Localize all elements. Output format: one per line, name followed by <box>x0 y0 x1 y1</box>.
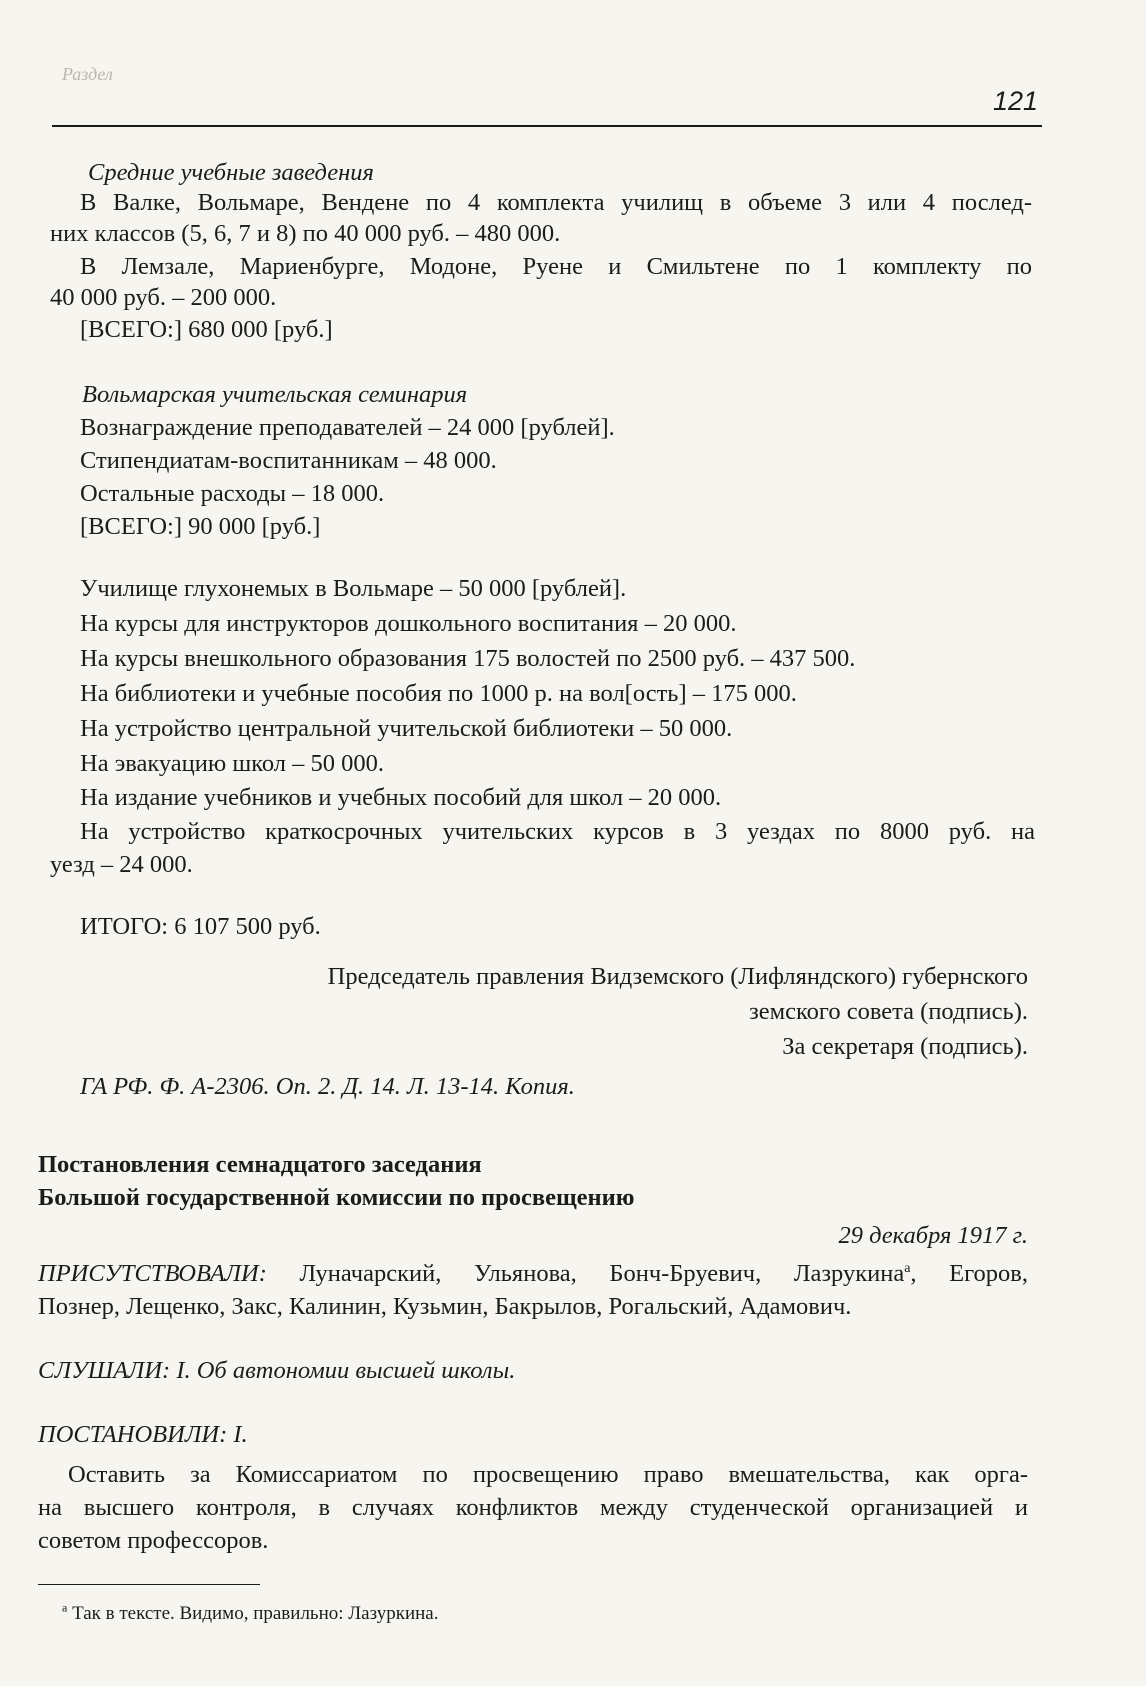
running-head: Раздел <box>62 64 113 84</box>
list-item: На устройство краткосрочных учительских курсов в 3 уездах по 8000 руб. на <box>80 818 1035 845</box>
list-item: Вознаграждение преподавателей – 24 000 [рублей]. <box>80 414 615 441</box>
list-item: На устройство центральной учительской библиотеки – 50 000. <box>80 715 733 742</box>
list-item: Стипендиатам-воспитанникам – 48 000. <box>80 447 497 474</box>
section-total: [ВСЕГО:] 90 000 [руб.] <box>80 513 321 540</box>
document-heading: Большой государственной комиссии по просвещению <box>38 1184 635 1211</box>
header-rule <box>52 125 1042 127</box>
grand-total: ИТОГО: 6 107 500 руб. <box>80 913 321 940</box>
footnote-mark: а <box>62 1600 68 1615</box>
footnote-mark: а <box>904 1260 911 1276</box>
decision-line: советом профессоров. <box>38 1527 269 1554</box>
list-item: На эвакуацию школ – 50 000. <box>80 750 385 777</box>
list-item: Училище глухонемых в Вольмаре – 50 000 [рублей]. <box>80 575 627 602</box>
list-item: На библиотеки и учебные пособия по 1000 р. на вол[ость] – 175 000. <box>80 680 797 707</box>
paragraph-line: 40 000 руб. – 200 000. <box>50 284 277 311</box>
decision-line: на высшего контроля, в случаях конфликтов между студенческой организацией и <box>38 1494 1028 1521</box>
signature-line: земского совета (подпись). <box>749 998 1028 1025</box>
list-item: На курсы для инструкторов дошкольного воспитания – 20 000. <box>80 610 737 637</box>
attendees-names: Луначарский, Ульянова, Бонч-Бруевич, Лазрукина <box>266 1260 905 1287</box>
document-date: 29 декабря 1917 г. <box>838 1222 1028 1249</box>
attendees-label: ПРИСУТСТВОВАЛИ: <box>38 1260 267 1287</box>
paragraph-line: них классов (5, 6, 7 и 8) по 40 000 руб. – 480 000. <box>50 220 561 247</box>
list-item-continuation: уезд – 24 000. <box>50 851 193 878</box>
page-number: 121 <box>992 86 1038 116</box>
document-heading: Постановления семнадцатого заседания <box>38 1151 482 1178</box>
decided-label: ПОСТАНОВИЛИ: I. <box>38 1421 248 1448</box>
attendees-line: Познер, Лещенко, Закс, Калинин, Кузьмин, Бакрылов, Рогальский, Адамович. <box>38 1293 852 1320</box>
list-item: На издание учебников и учебных пособий для школ – 20 000. <box>80 784 722 811</box>
footnote-text: Так в тексте. Видимо, правильно: Лазуркина. <box>67 1603 439 1624</box>
attendees-names-end: , Егоров, <box>910 1260 1028 1287</box>
attendees-line <box>38 1259 1028 1289</box>
list-item: Остальные расходы – 18 000. <box>80 480 385 507</box>
archive-reference: ГА РФ. Ф. А-2306. Оп. 2. Д. 14. Л. 13-14. Копия. <box>80 1073 575 1100</box>
footnote <box>62 1602 438 1626</box>
footnote-rule <box>38 1584 260 1585</box>
signature-line: За секретаря (подпись). <box>782 1033 1028 1060</box>
section-title-secondary-schools: Средние учебные заведения <box>88 159 374 186</box>
section-title-seminary: Вольмарская учительская семинария <box>82 381 468 408</box>
signature-line: Председатель правления Видземского (Лифляндского) губернского <box>327 963 1028 990</box>
paragraph-line: В Валке, Вольмаре, Вендене по 4 комплекта училищ в объеме 3 или 4 послед- <box>80 189 1032 216</box>
heard-item: СЛУШАЛИ: I. Об автономии высшей школы. <box>38 1357 516 1384</box>
paragraph-line: В Лемзале, Мариенбурге, Модоне, Руене и Смильтене по 1 комплекту по <box>80 253 1032 280</box>
decision-line: Оставить за Комиссариатом по просвещению право вмешательства, как орга- <box>68 1461 1028 1488</box>
section-total: [ВСЕГО:] 680 000 [руб.] <box>80 316 333 343</box>
list-item: На курсы внешкольного образования 175 волостей по 2500 руб. – 437 500. <box>80 645 856 672</box>
